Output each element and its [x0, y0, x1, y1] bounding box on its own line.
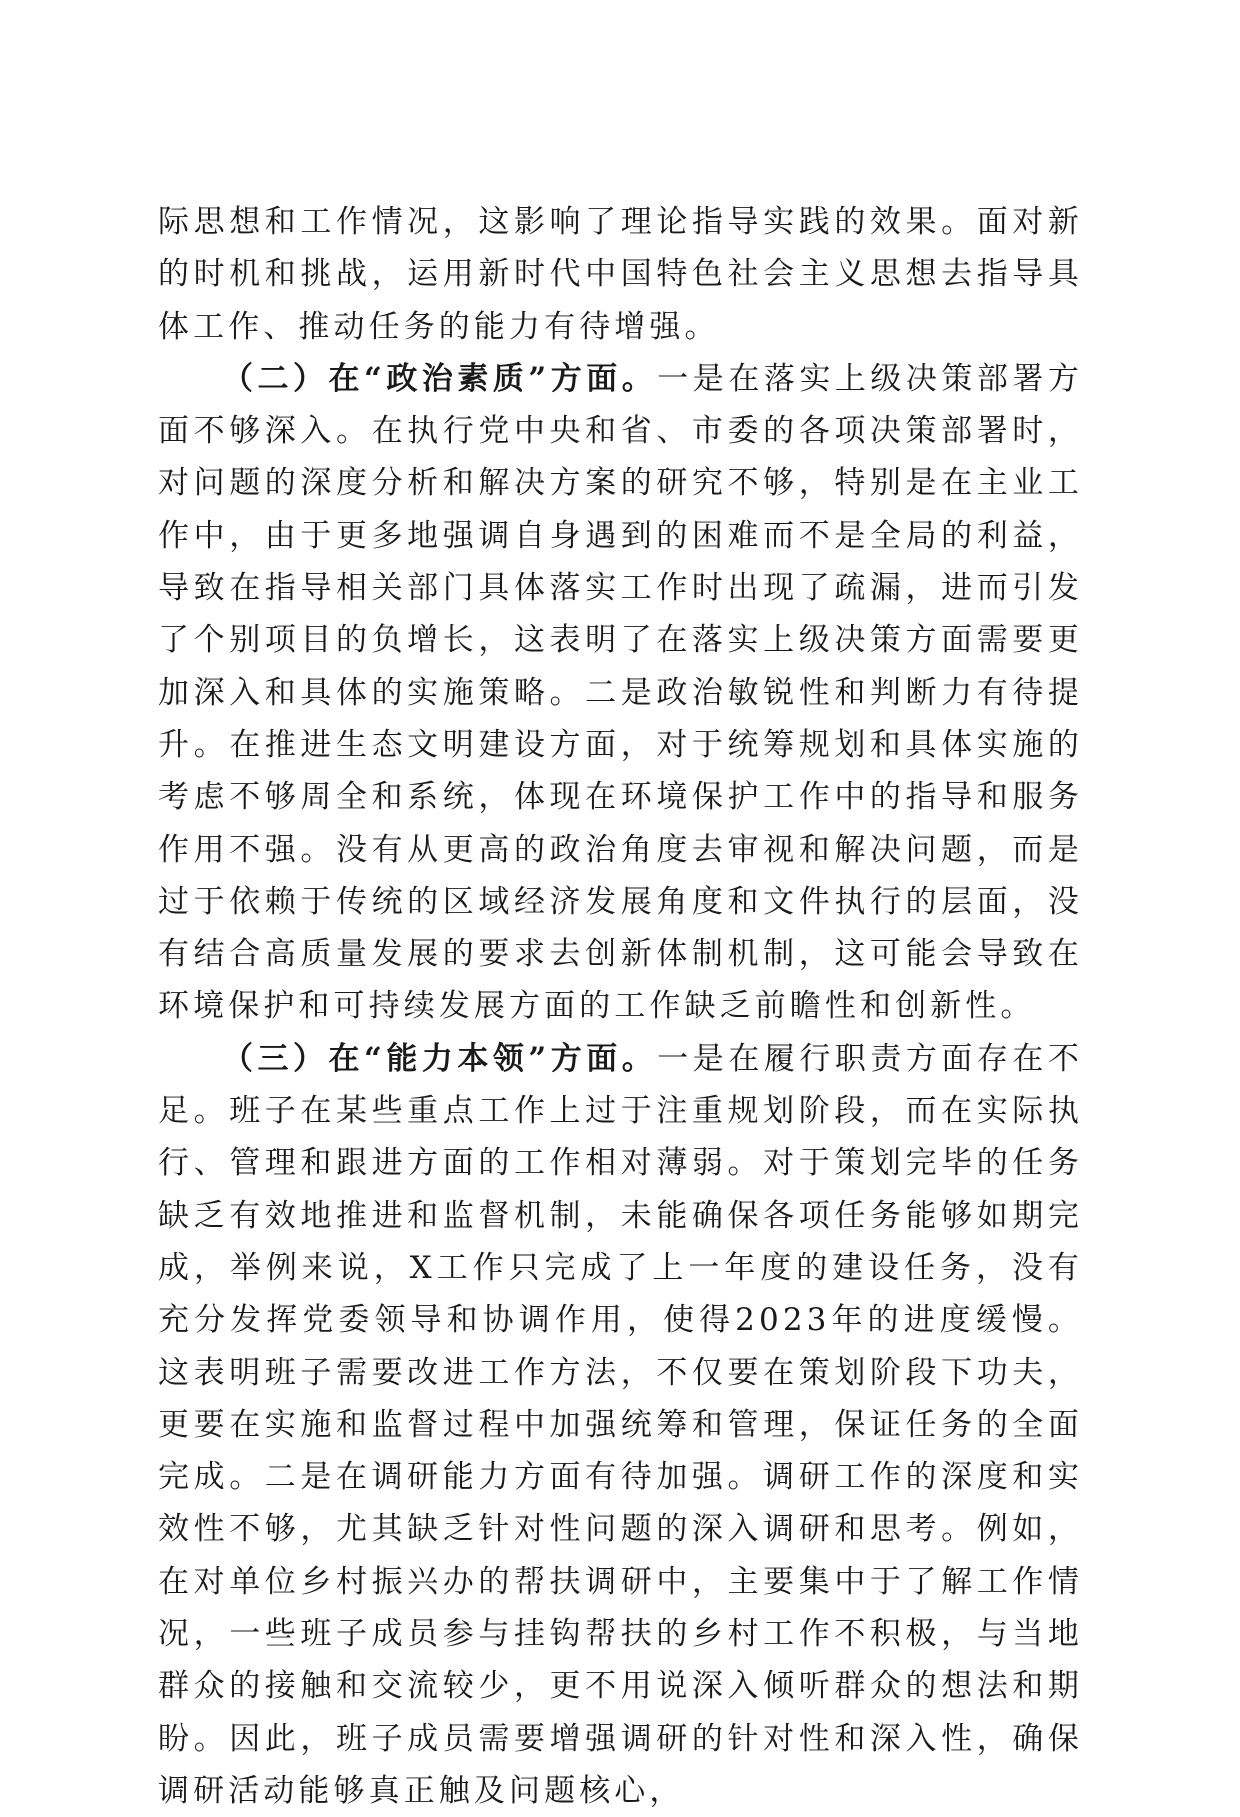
paragraph-continuation: [158, 196, 1083, 353]
paragraph-political-quality: [158, 353, 1083, 1033]
paragraph-text: 际思想和工作情况，这影响了理论指导实践的效果。面对新的时机和挑战，运用新时代中国特色社会主义思想去指导具体工作、推动任务的能力有待增强。: [158, 204, 1083, 345]
section-heading: （三）在“能力本领”方面。: [222, 1040, 658, 1077]
section-heading: （二）在“政治素质”方面。: [222, 360, 658, 397]
paragraph-capability: [158, 1033, 1083, 1817]
paragraph-text: 一是在履行职责方面存在不足。班子在某些重点工作上过于注重规划阶段，而在实际执行、管理和跟进方面的工作相对薄弱。对于策划完毕的任务缺乏有效地推进和监督机制，未能确保各项任务能够如期完成，举例来说，X工作只完成了上一年度的建设任务，没有充分发挥党委领导和协调作用，使得2023年的进度缓慢。这表明班子需要改进工作方法，不仅要在策划阶段下功夫，更要在实施和监督过程中加强统筹和管理，保证任务的全面完成。二是在调研能力方面有待加强。调研工作的深度和实效性不够，尤其缺乏针对性问题的深入调研和思考。例如，在对单位乡村振兴办的帮扶调研中，主要集中于了解工作情况，一些班子成员参与挂钩帮扶的乡村工作不积极，与当地群众的接触和交流较少，更不用说深入倾听群众的想法和期盼。因此，班子成员需要增强调研的针对性和深入性，确保调研活动能够真正触及问题核心，: [158, 1040, 1084, 1809]
paragraph-text: 一是在落实上级决策部署方面不够深入。在执行党中央和省、市委的各项决策部署时，对问题的深度分析和解决方案的研究不够，特别是在主业工作中，由于更多地强调自身遇到的困难而不是全局的利益，导致在指导相关部门具体落实工作时出现了疏漏，进而引发了个别项目的负增长，这表明了在落实上级决策方面需要更加深入和具体的实施策略。二是政治敏锐性和判断力有待提升。在推进生态文明建设方面，对于统筹规划和具体实施的考虑不够周全和系统，体现在环境保护工作中的指导和服务作用不强。没有从更高的政治角度去审视和解决问题，而是过于依赖于传统的区域经济发展角度和文件执行的层面，没有结合高质量发展的要求去创新体制机制，这可能会导致在环境保护和可持续发展方面的工作缺乏前瞻性和创新性。: [158, 360, 1084, 1025]
document-body: [158, 196, 1083, 1817]
